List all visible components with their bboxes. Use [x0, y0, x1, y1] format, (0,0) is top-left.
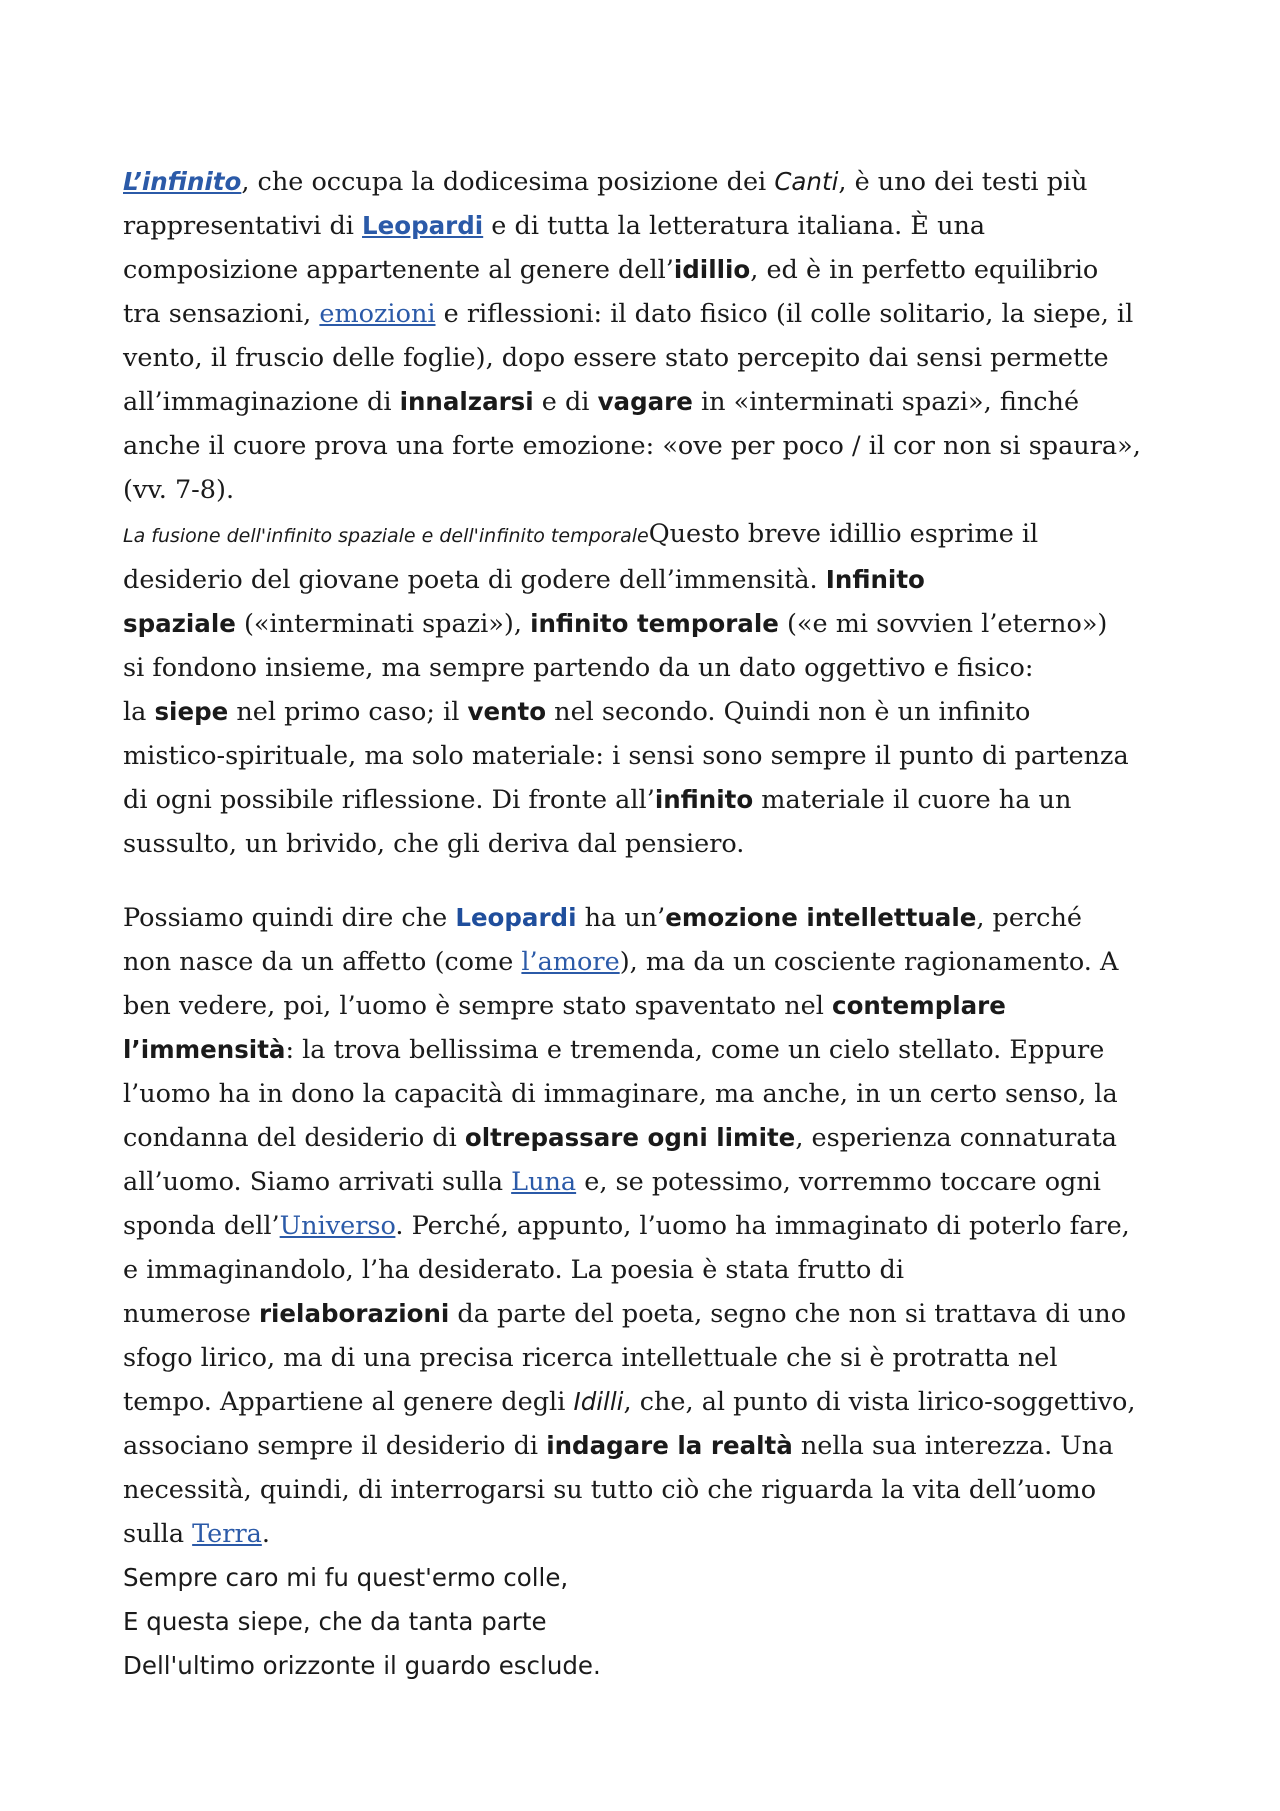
- text: nel secondo. Quindi non è un infinito: [546, 697, 1031, 727]
- bold-idillio: idillio: [673, 255, 751, 284]
- text: ben vedere, poi, l’uomo è sempre stato spaventato nel: [123, 991, 833, 1021]
- text: Possiamo quindi dire che: [123, 903, 456, 933]
- text: (vv. 7-8).: [123, 475, 235, 505]
- text: rappresentativi di: [123, 211, 363, 241]
- document-page: [123, 160, 1183, 1688]
- link-leopardi[interactable]: Leopardi: [362, 211, 484, 240]
- text: sponda dell’: [123, 1211, 280, 1241]
- text: materiale il cuore ha un: [753, 785, 1072, 815]
- text: («e mi sovvien l’eterno»): [778, 609, 1108, 639]
- text: tra sensazioni,: [123, 299, 320, 329]
- analysis-paragraph: [123, 896, 1183, 1556]
- text: mistico-spirituale, ma solo materiale: i sensi sono sempre il punto di partenza: [123, 741, 1129, 771]
- text: necessità, quindi, di interrogarsi su tutto ciò che riguarda la vita dell’uomo: [123, 1475, 1097, 1505]
- text: ), ma da un cosciente ragionamento. A: [619, 947, 1119, 977]
- text: tempo. Appartiene al genere degli: [123, 1387, 574, 1417]
- bold-vento: vento: [467, 697, 547, 726]
- text: , ed è in perfetto equilibrio: [750, 255, 1099, 285]
- bold-innalzarsi: innalzarsi: [399, 387, 534, 416]
- text: vento, il fruscio delle foglie), dopo essere stato percepito dai sensi permette: [123, 343, 1109, 373]
- bold-emozione-intellettuale: emozione intellettuale: [665, 903, 977, 932]
- text: Questo breve idillio esprime il: [648, 519, 1039, 549]
- poem-verse: Sempre caro mi fu quest'ermo colle,: [123, 1563, 569, 1592]
- text: sulla: [123, 1519, 193, 1549]
- text: condanna del desiderio di: [123, 1123, 465, 1153]
- text: . Perché, appunto, l’uomo ha immaginato di poterlo fare,: [395, 1211, 1130, 1241]
- text: in «interminati spazi», finché: [692, 387, 1080, 417]
- bold-infinito: Infinito: [825, 565, 925, 594]
- text: e immaginandolo, l’ha desiderato. La poesia è stata frutto di: [123, 1255, 904, 1285]
- text: desiderio del giovane poeta di godere dell’immensità.: [123, 565, 826, 595]
- bold-rielaborazioni: rielaborazioni: [258, 1299, 450, 1328]
- text: («interminati spazi»),: [235, 609, 531, 639]
- bold-siepe: siepe: [154, 697, 229, 726]
- text: all’immaginazione di: [123, 387, 400, 417]
- bold-l-immensita: l’immensità: [123, 1035, 286, 1064]
- text: si fondono insieme, ma sempre partendo da un dato oggettivo e fisico:: [123, 653, 1034, 683]
- link-terra[interactable]: Terra: [192, 1519, 262, 1549]
- text: e, se potessimo, vorremmo toccare ogni: [576, 1167, 1101, 1197]
- text: e riflessioni: il dato fisico (il colle solitario, la siepe, il: [435, 299, 1134, 329]
- link-universo[interactable]: Universo: [279, 1211, 396, 1241]
- text: , è uno dei testi più: [838, 167, 1088, 197]
- bold-vagare: vagare: [597, 387, 693, 416]
- bold-infinito-temporale: infinito temporale: [530, 609, 779, 638]
- text: sussulto, un brivido, che gli deriva dal pensiero.: [123, 829, 745, 859]
- text: anche il cuore prova una forte emozione: «ove per poco / il cor non si spaura»,: [123, 431, 1141, 461]
- bold-indagare-la-realta: indagare la realtà: [546, 1431, 793, 1460]
- link-emozioni[interactable]: emozioni: [319, 299, 436, 329]
- text: non nasce da un affetto (come: [123, 947, 522, 977]
- bold-infinito: infinito: [654, 785, 754, 814]
- link-luna[interactable]: Luna: [511, 1167, 577, 1197]
- text: .: [261, 1519, 270, 1549]
- link-l-infinito[interactable]: L’infinito: [123, 167, 242, 196]
- text: , che, al punto di vista lirico-soggettivo,: [623, 1387, 1136, 1417]
- text: nella sua interezza. Una: [792, 1431, 1114, 1461]
- poem-excerpt: [123, 1556, 1183, 1688]
- emph-canti: Canti: [774, 167, 839, 196]
- text: numerose: [123, 1299, 259, 1329]
- poem-verse: E questa siepe, che da tanta parte: [123, 1607, 547, 1636]
- link-l-amore[interactable]: l’amore: [521, 947, 620, 977]
- text: : la trova bellissima e tremenda, come un cielo stellato. Eppure: [285, 1035, 1105, 1065]
- text: ha un’: [576, 903, 666, 933]
- intro-paragraph: [123, 160, 1183, 512]
- text: , perché: [976, 903, 1082, 933]
- infinity-paragraph: [123, 512, 1183, 866]
- bold-spaziale: spaziale: [123, 609, 236, 638]
- text: composizione appartenente al genere dell’: [123, 255, 674, 285]
- bold-oltrepassare-ogni-limite: oltrepassare ogni limite: [464, 1123, 796, 1152]
- paragraph-spacer: [123, 866, 1183, 896]
- image-caption: La fusione dell'infinito spaziale e dell'infinito temporale: [123, 525, 649, 547]
- text: , che occupa la dodicesima posizione dei: [241, 167, 775, 197]
- text: l’uomo ha in dono la capacità di immaginare, ma anche, in un certo senso, la: [123, 1079, 1118, 1109]
- text: , esperienza connaturata: [795, 1123, 1117, 1153]
- text: di ogni possibile riflessione. Di fronte all’: [123, 785, 655, 815]
- text: sfogo lirico, ma di una precisa ricerca intellettuale che si è protratta nel: [123, 1343, 1058, 1373]
- text: e di: [533, 387, 598, 417]
- poem-verse: Dell'ultimo orizzonte il guardo esclude.: [123, 1651, 601, 1680]
- text: associano sempre il desiderio di: [123, 1431, 547, 1461]
- text: da parte del poeta, segno che non si trattava di uno: [449, 1299, 1127, 1329]
- text: all’uomo. Siamo arrivati sulla: [123, 1167, 512, 1197]
- bold-contemplare: contemplare: [832, 991, 1006, 1020]
- text: la: [123, 697, 155, 727]
- bold-leopardi: Leopardi: [455, 903, 577, 932]
- text: e di tutta la letteratura italiana. È una: [483, 211, 986, 241]
- text: nel primo caso; il: [228, 697, 468, 727]
- emph-idilli: Idilli: [573, 1387, 624, 1416]
